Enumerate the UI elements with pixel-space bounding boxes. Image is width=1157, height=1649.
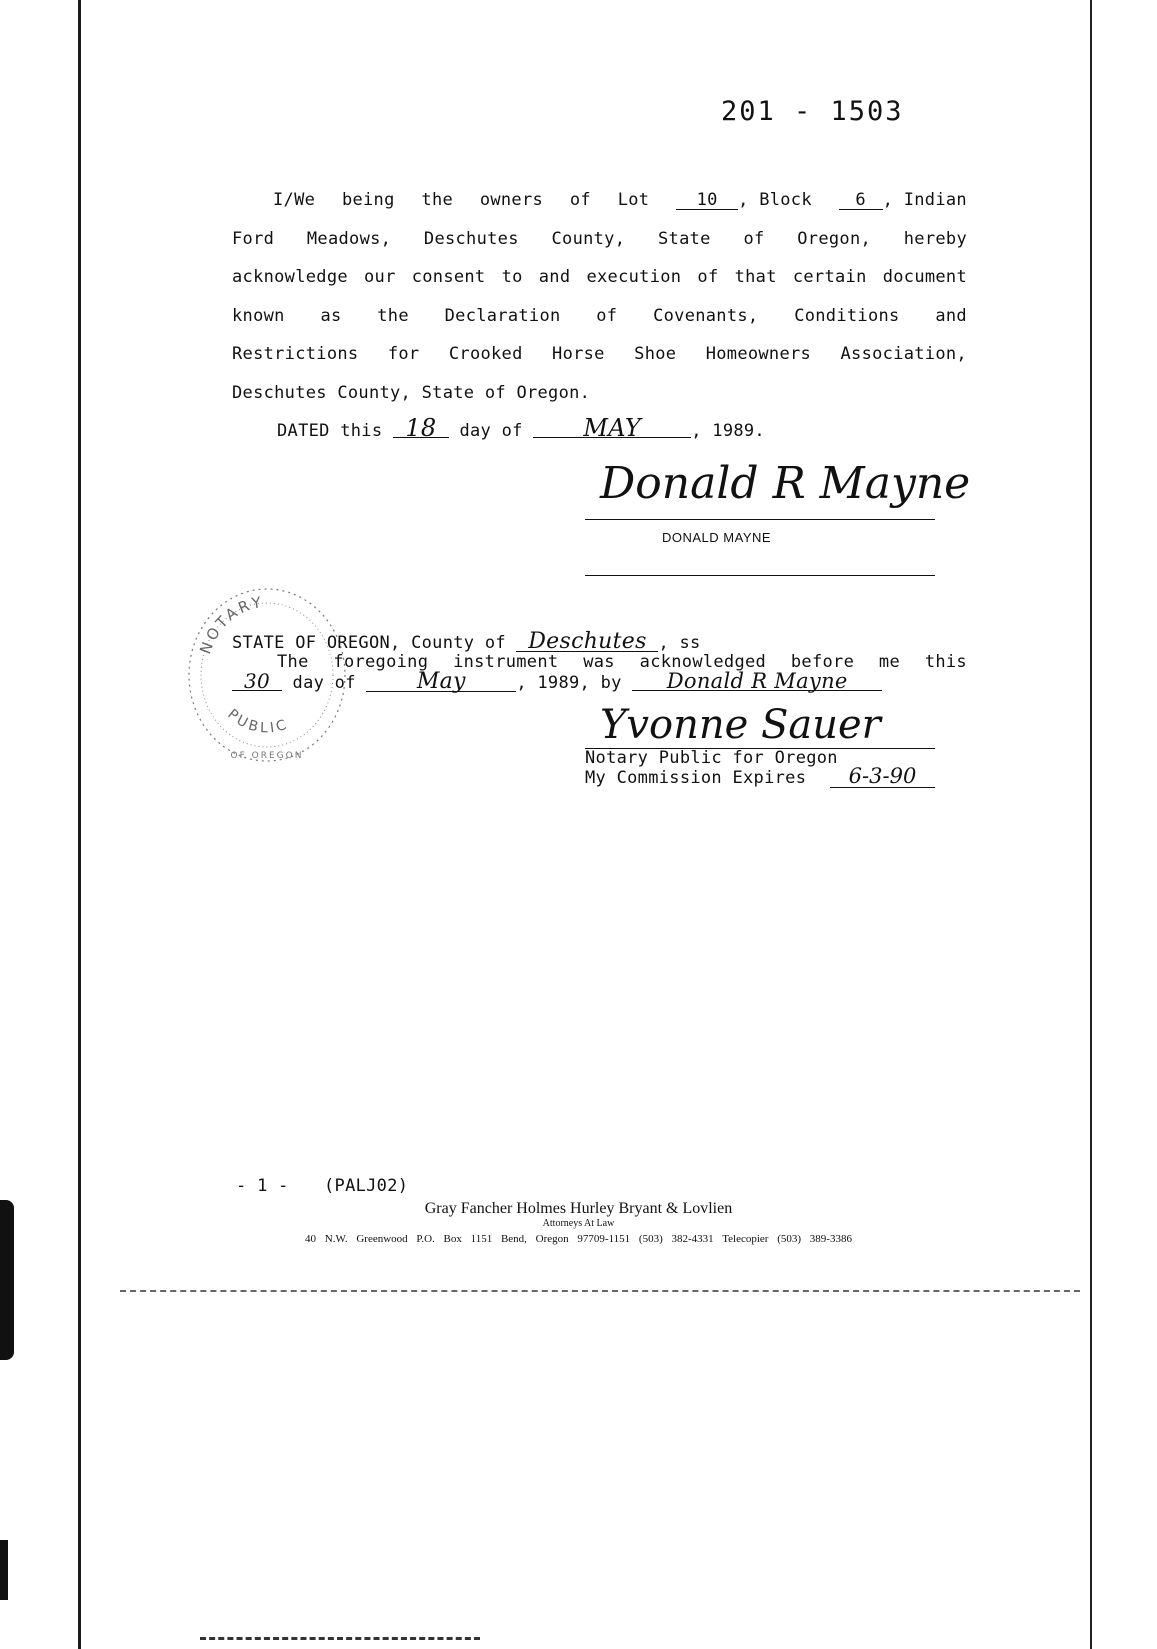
word: owners bbox=[479, 190, 544, 210]
word: State bbox=[658, 229, 711, 249]
word: hereby bbox=[903, 229, 967, 249]
page-bottom-rule bbox=[120, 1290, 1080, 1292]
notary-signature: Yvonne Sauer bbox=[600, 702, 881, 748]
word: Restrictions bbox=[232, 344, 359, 364]
word: Horse bbox=[552, 344, 605, 364]
word: Lot bbox=[617, 190, 650, 210]
seal-top-text: NOTARY bbox=[196, 592, 266, 657]
word: that bbox=[734, 267, 777, 287]
notary-foregoing-line bbox=[277, 652, 967, 672]
law-firm-name: Gray Fancher Holmes Hurley Bryant & Lovlien bbox=[424, 1200, 733, 1217]
word: document bbox=[882, 267, 967, 287]
notary-county: Deschutes bbox=[516, 633, 658, 652]
word: Homeowners bbox=[705, 344, 812, 364]
notary-title: Notary Public for Oregon bbox=[585, 748, 838, 768]
left-page-border bbox=[78, 0, 81, 1649]
word: acknowledge bbox=[232, 267, 348, 287]
word: certain bbox=[792, 267, 867, 287]
indian-label: , Indian bbox=[882, 190, 967, 210]
document-code: (PALJ02) bbox=[324, 1176, 409, 1196]
word: I/We bbox=[273, 190, 316, 210]
word: Conditions bbox=[794, 306, 900, 326]
lot-number: 10 bbox=[676, 191, 738, 210]
word: before bbox=[790, 652, 855, 672]
word: for bbox=[387, 344, 420, 364]
word: foregoing bbox=[333, 652, 429, 672]
seal-state-text: OF OREGON bbox=[230, 751, 304, 761]
record-number: 201 - 1503 bbox=[721, 96, 904, 127]
consent-line-6: Deschutes County, State of Oregon. bbox=[232, 383, 591, 403]
consent-line-4 bbox=[232, 306, 967, 326]
notary-day: 30 bbox=[232, 672, 282, 691]
word: acknowledged bbox=[639, 652, 767, 672]
word: of bbox=[569, 190, 591, 210]
word: to bbox=[501, 267, 523, 287]
word: Meadows, bbox=[306, 229, 392, 249]
law-firm-subtitle: Attorneys At Law bbox=[542, 1218, 615, 1229]
right-page-border bbox=[1090, 0, 1092, 1649]
block-label: , Block bbox=[738, 190, 812, 210]
word: me bbox=[878, 652, 900, 672]
consent-line-1 bbox=[273, 190, 967, 210]
word: this bbox=[924, 652, 967, 672]
block-number: 6 bbox=[839, 191, 883, 210]
notary-date-line bbox=[232, 669, 882, 694]
scan-bottom-edge bbox=[200, 1637, 480, 1640]
dated-year: , 1989. bbox=[691, 421, 765, 441]
word: The bbox=[277, 652, 309, 672]
word: as bbox=[320, 306, 342, 326]
dated-line bbox=[277, 414, 765, 442]
word: being bbox=[341, 190, 395, 210]
scan-edge-mark bbox=[0, 1540, 8, 1600]
consent-line-5 bbox=[232, 344, 967, 364]
word: consent bbox=[411, 267, 486, 287]
word: Declaration bbox=[444, 306, 561, 326]
word: Deschutes bbox=[423, 229, 519, 249]
notary-ss: , ss bbox=[658, 633, 701, 653]
word: Crooked bbox=[448, 344, 523, 364]
svg-text:PUBLIC bbox=[224, 706, 291, 736]
signer-signature: Donald R Mayne bbox=[600, 458, 971, 509]
law-firm-address: 40 N.W. Greenwood P.O. Box 1151 Bend, Oregon 97709-1151 (503) 382-4331 Telecopier (503) 389-3386 bbox=[305, 1233, 852, 1245]
notary-by-name: Donald R Mayne bbox=[632, 672, 882, 691]
word: County, bbox=[551, 229, 626, 249]
word: Association, bbox=[840, 344, 967, 364]
notary-state-prefix: STATE OF OREGON, County of bbox=[232, 633, 506, 653]
word: was bbox=[583, 652, 615, 672]
notary-state-line bbox=[232, 629, 701, 654]
word: of bbox=[743, 229, 765, 249]
word: known bbox=[232, 306, 285, 326]
word: and bbox=[935, 306, 967, 326]
consent-line-2 bbox=[232, 229, 967, 249]
word: Oregon, bbox=[797, 229, 872, 249]
word: Covenants, bbox=[653, 306, 759, 326]
dated-day: 18 bbox=[393, 419, 449, 438]
word: execution bbox=[586, 267, 682, 287]
commission-date-line bbox=[830, 787, 935, 788]
consent-line-3 bbox=[232, 267, 967, 287]
dated-month: MAY bbox=[533, 419, 691, 438]
word: the bbox=[421, 190, 454, 210]
word: Ford bbox=[232, 229, 275, 249]
commission-label: My Commission Expires bbox=[585, 768, 807, 788]
word: of bbox=[697, 267, 719, 287]
commission-date: 6-3-90 bbox=[848, 764, 917, 788]
word: instrument bbox=[453, 652, 559, 672]
seal-bottom-text: PUBLIC bbox=[224, 706, 292, 737]
dated-prefix: DATED this bbox=[277, 421, 383, 441]
second-signature-line bbox=[585, 575, 935, 576]
notary-month: May bbox=[366, 673, 516, 692]
signer-printed-name: DONALD MAYNE bbox=[662, 530, 772, 545]
word: and bbox=[538, 267, 571, 287]
page-number: - 1 - bbox=[236, 1176, 289, 1196]
notary-year-by: , 1989, by bbox=[516, 673, 622, 693]
word: the bbox=[377, 306, 409, 326]
notary-day-mid: day of bbox=[292, 673, 356, 693]
word: Shoe bbox=[634, 344, 677, 364]
signature-line bbox=[585, 519, 935, 520]
dated-mid: day of bbox=[459, 421, 523, 441]
word: of bbox=[596, 306, 618, 326]
word: our bbox=[364, 267, 396, 287]
